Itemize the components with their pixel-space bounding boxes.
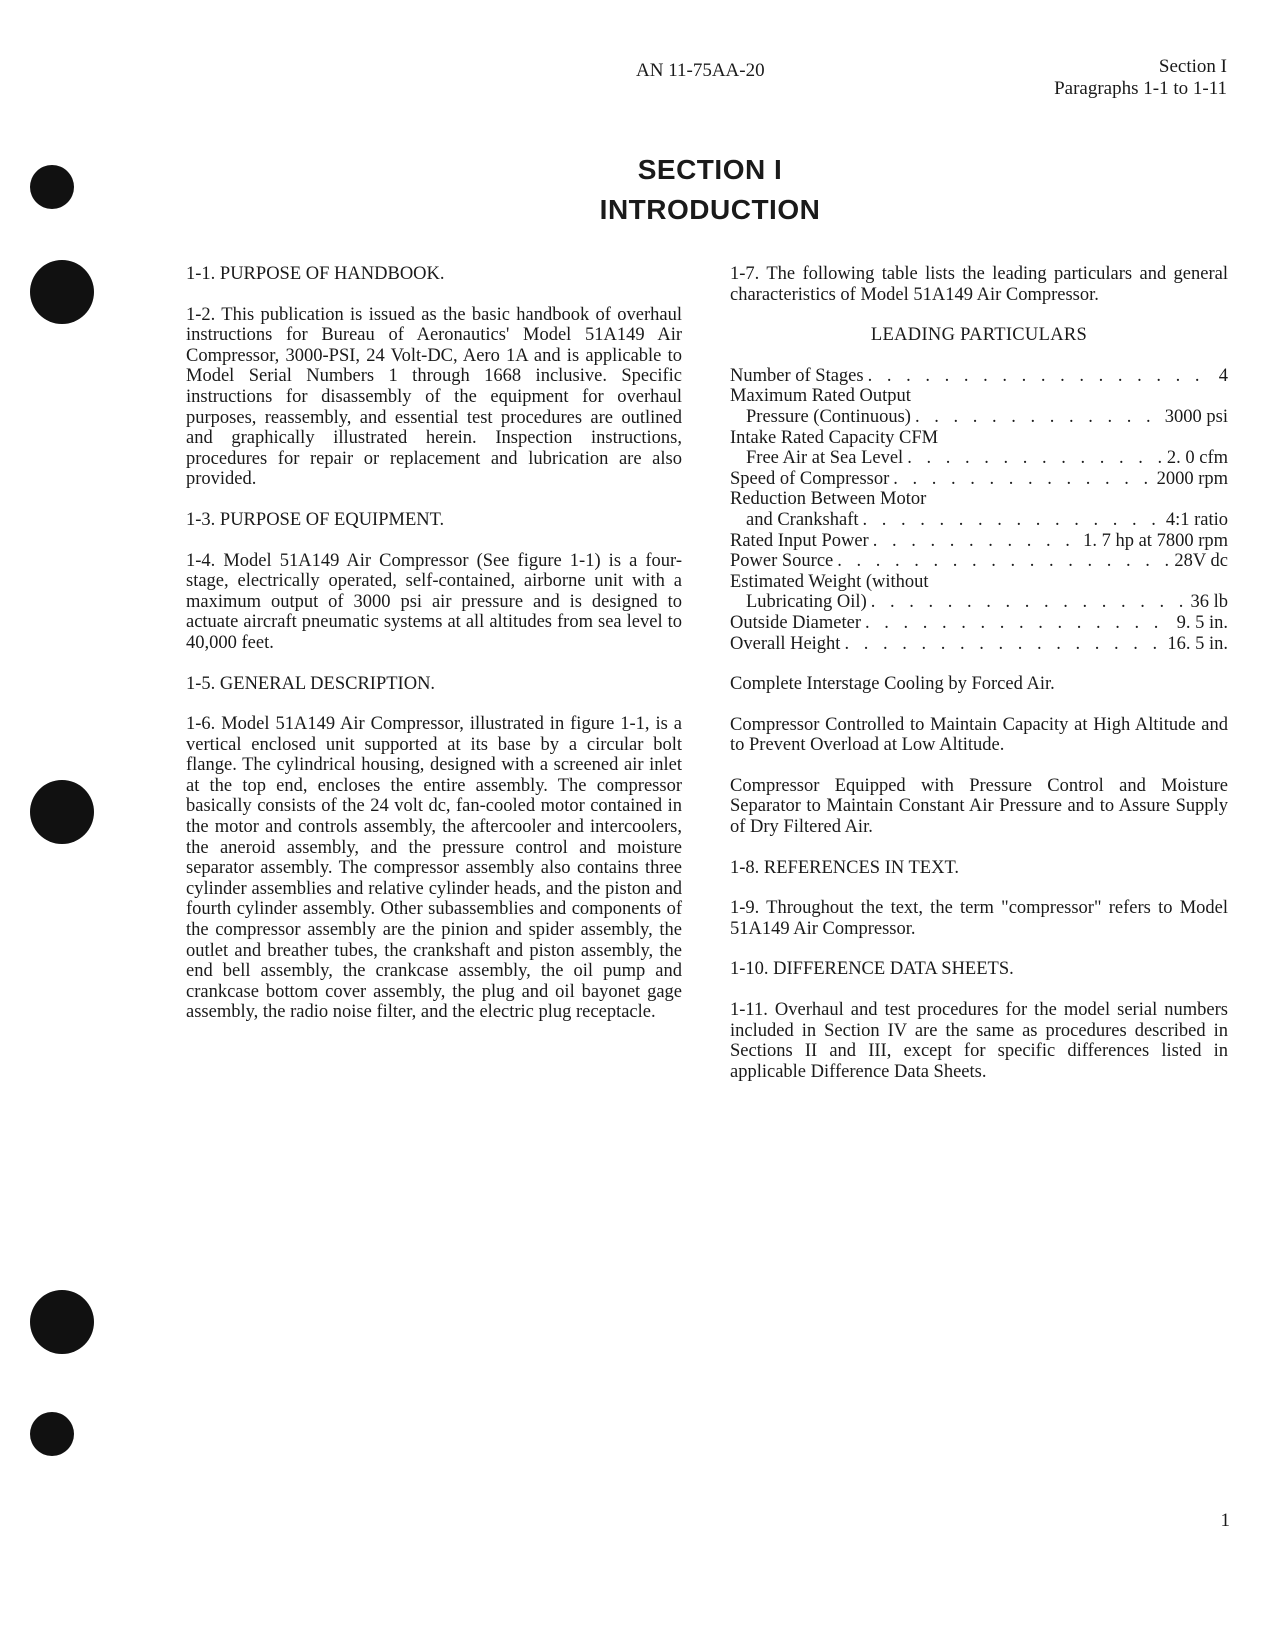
particulars-row <box>730 572 1228 593</box>
particulars-label: Estimated Weight (without <box>730 571 929 592</box>
leading-particulars-title: LEADING PARTICULARS <box>870 325 1088 346</box>
particulars-label: Outside Diameter <box>730 612 861 633</box>
particulars-row <box>730 386 1228 407</box>
left-column <box>186 264 682 1043</box>
particulars-label: Lubricating Oil) <box>746 592 867 613</box>
binder-hole-3 <box>30 780 94 844</box>
leader-dots <box>844 634 1163 655</box>
particulars-row <box>730 448 1228 469</box>
leader-dots <box>865 613 1173 634</box>
particulars-label: Intake Rated Capacity CFM <box>730 427 939 448</box>
particulars-label: Number of Stages <box>730 365 864 386</box>
particulars-label: Power Source <box>730 551 834 572</box>
particulars-value: 4 <box>1218 365 1228 386</box>
paragraph-1-4: 1-4. Model 51A149 Air Compressor (See figure 1-1) is a four-stage, electrically operated, self-contained, airborne unit with a maximum output of 3000 psi air pressure and is designed to actuate aircraft pneumatic systems at all altitudes from sea level to 40,000 feet. <box>186 550 682 653</box>
particulars-row <box>730 613 1228 634</box>
leader-dots <box>873 531 1079 552</box>
note-capacity-control: Compressor Controlled to Maintain Capacity at High Altitude and to Prevent Overload at Low Altitude. <box>730 714 1228 756</box>
section-label: Section I <box>1158 56 1227 77</box>
page-number: 1 <box>1220 1510 1230 1531</box>
binder-hole-2 <box>30 260 94 324</box>
paragraph-1-6: 1-6. Model 51A149 Air Compressor, illustrated in figure 1-1, is a vertical enclosed unit supported at its base by a circular bolt flange. The cylindrical housing, designed with a screened air inlet at the top end, encloses the entire assembly. The compressor basically consists of the 24 volt dc, fan-cooled motor contained in the motor and controls assembly, the aftercooler and intercoolers, the aneroid assembly, and the pressure control and moisture separator assembly. The compressor assembly also contains three cylinder assemblies and relative cylinder heads, and the piston and fourth cylinder assembly. Other subassemblies and components of the compressor assembly are the pinion and spider assembly, the outlet and breather tubes, the crankshaft and piston assembly, the end bell assembly, the crankcase assembly, the oil pump and crankcase bottom cover assembly, the plug and oil bayonet gage assembly, the radio noise filter, and the electric plug receptacle. <box>186 714 682 1023</box>
particulars-label: Overall Height <box>730 633 841 654</box>
particulars-row <box>730 531 1228 552</box>
particulars-row <box>730 551 1228 572</box>
particulars-label: and Crankshaft <box>746 509 859 530</box>
particulars-value: 2000 rpm <box>1156 468 1228 489</box>
heading-purpose-of-equipment: 1-3. PURPOSE OF EQUIPMENT. <box>186 509 445 530</box>
particulars-value: 16. 5 in. <box>1167 633 1228 654</box>
right-column <box>730 264 1228 1102</box>
paragraph-1-7: 1-7. The following table lists the leading particulars and general characteristics of Model 51A149 Air Compressor. <box>730 264 1228 305</box>
particulars-value: 36 lb <box>1190 592 1228 613</box>
leader-dots <box>907 448 1163 469</box>
leader-dots <box>915 407 1161 428</box>
particulars-row <box>730 407 1228 428</box>
particulars-label: Reduction Between Motor <box>730 489 927 510</box>
paragraph-1-9: 1-9. Throughout the text, the term "compressor" refers to Model 51A149 Air Compressor. <box>730 898 1228 939</box>
leader-dots <box>837 551 1170 572</box>
particulars-row <box>730 469 1228 490</box>
particulars-row <box>730 510 1228 531</box>
particulars-row <box>730 592 1228 613</box>
particulars-label: Speed of Compressor <box>730 468 890 489</box>
particulars-row <box>730 428 1228 449</box>
particulars-value: 4:1 ratio <box>1165 509 1228 530</box>
particulars-label: Rated Input Power <box>730 530 869 551</box>
leader-dots <box>871 592 1187 613</box>
particulars-label: Pressure (Continuous) <box>746 406 911 427</box>
leading-particulars-table <box>730 366 1228 654</box>
note-pressure-control: Compressor Equipped with Pressure Control and Moisture Separator to Maintain Constant Air Pressure and to Assure Supply of Dry Filtered Air. <box>730 775 1228 838</box>
particulars-value: 1. 7 hp at 7800 rpm <box>1083 530 1228 551</box>
heading-purpose-of-handbook: 1-1. PURPOSE OF HANDBOOK. <box>186 264 445 284</box>
document-number: AN 11-75AA-20 <box>636 60 765 81</box>
particulars-row <box>730 634 1228 655</box>
binder-hole-5 <box>30 1412 74 1456</box>
binder-hole-4 <box>30 1290 94 1354</box>
heading-general-description: 1-5. GENERAL DESCRIPTION. <box>186 673 436 694</box>
particulars-value: 2. 0 cfm <box>1166 448 1228 469</box>
particulars-row <box>730 366 1228 387</box>
leader-dots <box>893 469 1152 490</box>
heading-references-in-text: 1-8. REFERENCES IN TEXT. <box>730 857 960 878</box>
note-interstage-cooling: Complete Interstage Cooling by Forced Air. <box>730 674 1055 695</box>
section-title: SECTION I <box>637 154 783 185</box>
leader-dots <box>863 510 1162 531</box>
section-subtitle: INTRODUCTION <box>599 194 821 225</box>
paragraph-range: Paragraphs 1-1 to 1-11 <box>1054 78 1227 99</box>
heading-difference-data-sheets: 1-10. DIFFERENCE DATA SHEETS. <box>730 959 1014 980</box>
paragraph-1-2: 1-2. This publication is issued as the basic handbook of overhaul instructions for Bureau of Aeronautics' Model 51A149 Air Compressor, 3000-PSI, 24 Volt-DC, Aero 1A and is applicable to Model Serial Numbers 1 through 1668 inclusive. Specific instructions for disassembly of the equipment for overhaul purposes, reassembly, and essential test procedures are outlined and graphically illustrated herein. Inspection instructions, procedures for repair or replacement and lubrication are also provided. <box>186 304 682 490</box>
paragraph-1-11: 1-11. Overhaul and test procedures for the model serial numbers included in Section IV are the same as procedures described in Sections II and III, except for specific differences listed in applicable Difference Data Sheets. <box>730 1000 1228 1082</box>
particulars-value: 3000 psi <box>1164 406 1228 427</box>
leader-dots <box>868 366 1215 387</box>
section-reference <box>1054 56 1227 100</box>
particulars-label: Free Air at Sea Level <box>746 448 904 469</box>
particulars-label: Maximum Rated Output <box>730 386 911 407</box>
particulars-row <box>730 489 1228 510</box>
particulars-value: 9. 5 in. <box>1176 612 1228 633</box>
particulars-value: 28V dc <box>1174 551 1228 572</box>
